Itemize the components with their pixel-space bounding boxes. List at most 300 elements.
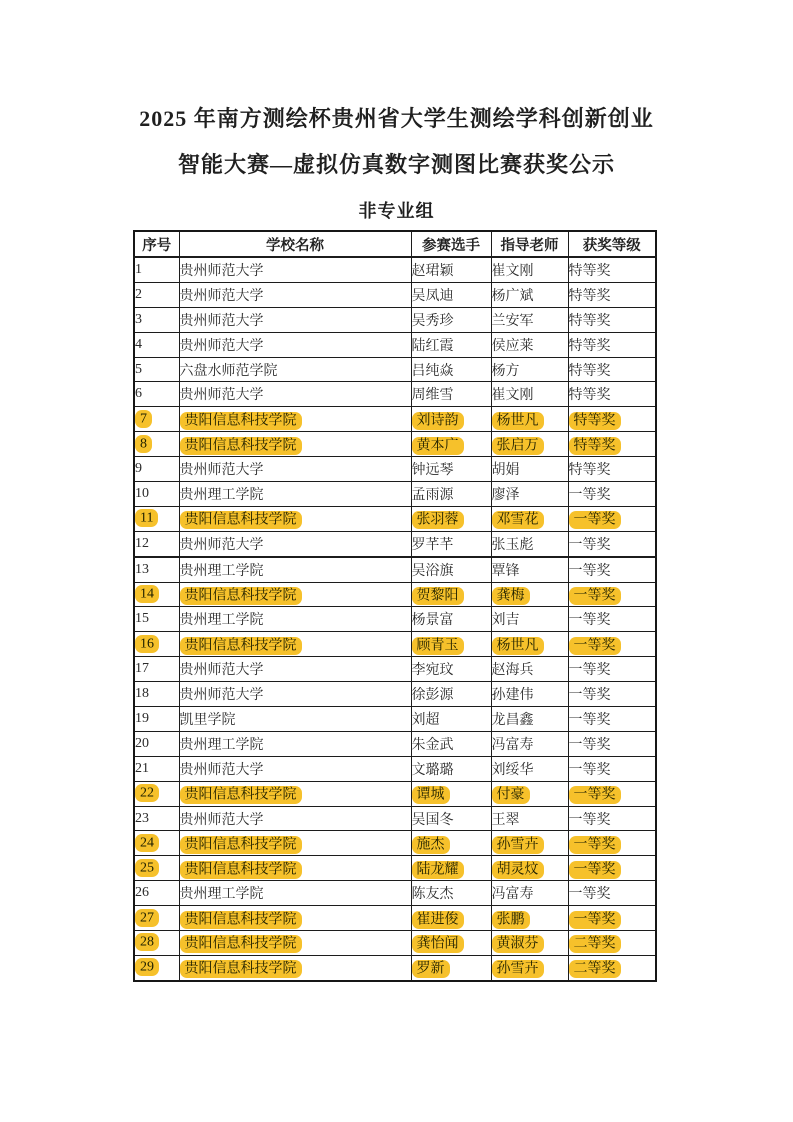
cell-no bbox=[134, 632, 179, 657]
cell-teacher bbox=[491, 257, 568, 282]
cell-teacher bbox=[491, 756, 568, 781]
teacher-text: 冯富寿 bbox=[491, 737, 534, 753]
teacher-text: 刘吉 bbox=[491, 613, 520, 629]
cell-contestant bbox=[411, 931, 491, 956]
cell-school bbox=[179, 282, 411, 307]
table-row bbox=[134, 657, 656, 682]
award-text-highlighted: 一等奖 bbox=[569, 637, 621, 655]
award-text: 一等奖 bbox=[568, 613, 611, 629]
cell-contestant bbox=[411, 881, 491, 906]
cell-award bbox=[568, 906, 656, 931]
contestant-text: 刘超 bbox=[411, 712, 440, 728]
cell-no bbox=[134, 432, 179, 457]
contestant-text-highlighted: 黄本广 bbox=[412, 437, 464, 455]
award-text-highlighted: 二等奖 bbox=[569, 960, 621, 978]
cell-school bbox=[179, 557, 411, 582]
school-text: 贵州理工学院 bbox=[179, 887, 264, 903]
no-text: 19 bbox=[135, 710, 149, 726]
table-row bbox=[134, 607, 656, 632]
no-text: 4 bbox=[135, 336, 142, 352]
award-text-highlighted: 一等奖 bbox=[569, 786, 621, 804]
cell-school bbox=[179, 955, 411, 980]
cell-no bbox=[134, 731, 179, 756]
no-text-highlighted: 24 bbox=[135, 834, 159, 852]
cell-no bbox=[134, 931, 179, 956]
cell-contestant bbox=[411, 382, 491, 407]
cell-school bbox=[179, 731, 411, 756]
school-text-highlighted: 贵阳信息科技学院 bbox=[180, 786, 302, 804]
no-text: 3 bbox=[135, 311, 142, 327]
award-text: 一等奖 bbox=[568, 887, 611, 903]
contestant-text-highlighted: 顾青玉 bbox=[412, 637, 464, 655]
table-row bbox=[134, 906, 656, 931]
cell-contestant bbox=[411, 282, 491, 307]
table-row bbox=[134, 881, 656, 906]
cell-award bbox=[568, 707, 656, 732]
cell-contestant bbox=[411, 357, 491, 382]
no-text: 12 bbox=[135, 535, 149, 551]
table-row bbox=[134, 682, 656, 707]
cell-teacher bbox=[491, 955, 568, 980]
cell-award bbox=[568, 856, 656, 881]
no-text-highlighted: 25 bbox=[135, 859, 159, 877]
cell-no bbox=[134, 657, 179, 682]
school-text: 贵州师范大学 bbox=[179, 463, 264, 479]
contestant-text-highlighted: 罗新 bbox=[412, 960, 450, 978]
award-text-highlighted: 特等奖 bbox=[569, 437, 621, 455]
contestant-text: 赵珺颖 bbox=[411, 263, 454, 279]
no-text: 18 bbox=[135, 686, 149, 702]
award-text: 特等奖 bbox=[568, 363, 611, 379]
teacher-text-highlighted: 黄淑芬 bbox=[492, 935, 544, 953]
cell-contestant bbox=[411, 257, 491, 282]
award-text-highlighted: 一等奖 bbox=[569, 861, 621, 879]
award-text: 一等奖 bbox=[568, 663, 611, 679]
cell-teacher bbox=[491, 682, 568, 707]
award-text: 一等奖 bbox=[568, 563, 611, 579]
cell-award bbox=[568, 632, 656, 657]
cell-school bbox=[179, 756, 411, 781]
cell-award bbox=[568, 457, 656, 482]
cell-award bbox=[568, 607, 656, 632]
school-text: 凯里学院 bbox=[179, 712, 236, 728]
cell-contestant bbox=[411, 856, 491, 881]
contestant-text: 杨景富 bbox=[411, 613, 454, 629]
contestant-text: 钟远琴 bbox=[411, 463, 454, 479]
table-row bbox=[134, 257, 656, 282]
table-row bbox=[134, 531, 656, 556]
cell-contestant bbox=[411, 407, 491, 432]
cell-teacher bbox=[491, 607, 568, 632]
cell-award bbox=[568, 357, 656, 382]
cell-award bbox=[568, 506, 656, 531]
contestant-text-highlighted: 谭城 bbox=[412, 786, 450, 804]
awards-table bbox=[133, 230, 657, 982]
contestant-text-highlighted: 张羽蓉 bbox=[412, 511, 464, 529]
cell-contestant bbox=[411, 582, 491, 607]
table-row bbox=[134, 432, 656, 457]
contestant-text: 朱金武 bbox=[411, 737, 454, 753]
cell-contestant bbox=[411, 607, 491, 632]
cell-no bbox=[134, 307, 179, 332]
cell-school bbox=[179, 531, 411, 556]
cell-teacher bbox=[491, 707, 568, 732]
cell-award bbox=[568, 931, 656, 956]
teacher-text: 覃锋 bbox=[491, 563, 520, 579]
cell-no bbox=[134, 531, 179, 556]
cell-no bbox=[134, 257, 179, 282]
school-text-highlighted: 贵阳信息科技学院 bbox=[180, 935, 302, 953]
header-cell-contestant: 参赛选手 bbox=[411, 231, 491, 257]
cell-teacher bbox=[491, 582, 568, 607]
teacher-text: 刘绥华 bbox=[491, 762, 534, 778]
cell-contestant bbox=[411, 731, 491, 756]
cell-no bbox=[134, 407, 179, 432]
award-text-highlighted: 一等奖 bbox=[569, 836, 621, 854]
school-text: 贵州师范大学 bbox=[179, 762, 264, 778]
cell-contestant bbox=[411, 682, 491, 707]
table-row bbox=[134, 781, 656, 806]
contestant-text: 吴国冬 bbox=[411, 812, 454, 828]
doc-title-line1: 2025 年南方测绘杯贵州省大学生测绘学科创新创业 bbox=[139, 106, 654, 131]
cell-teacher bbox=[491, 482, 568, 507]
contestant-text-highlighted: 陆龙耀 bbox=[412, 861, 464, 879]
contestant-text: 陆红霞 bbox=[411, 338, 454, 354]
teacher-text: 张玉彪 bbox=[491, 537, 534, 553]
no-text-highlighted: 27 bbox=[135, 909, 159, 927]
award-text: 一等奖 bbox=[568, 487, 611, 503]
contestant-text: 周维雪 bbox=[411, 388, 454, 404]
teacher-text: 王翠 bbox=[491, 812, 520, 828]
cell-school bbox=[179, 632, 411, 657]
cell-school bbox=[179, 806, 411, 831]
cell-no bbox=[134, 557, 179, 582]
award-text-highlighted: 一等奖 bbox=[569, 511, 621, 529]
cell-no bbox=[134, 781, 179, 806]
group-heading: 非专业组 bbox=[358, 201, 435, 221]
cell-award bbox=[568, 806, 656, 831]
cell-school bbox=[179, 831, 411, 856]
teacher-text-highlighted: 孙雪卉 bbox=[492, 960, 544, 978]
no-text: 20 bbox=[135, 735, 149, 751]
school-text-highlighted: 贵阳信息科技学院 bbox=[180, 412, 302, 430]
cell-contestant bbox=[411, 557, 491, 582]
cell-award bbox=[568, 881, 656, 906]
teacher-text-highlighted: 胡灵炆 bbox=[492, 861, 544, 879]
school-text-highlighted: 贵阳信息科技学院 bbox=[180, 861, 302, 879]
contestant-text-highlighted: 贺黎阳 bbox=[412, 587, 464, 605]
teacher-text-highlighted: 孙雪卉 bbox=[492, 836, 544, 854]
cell-teacher bbox=[491, 432, 568, 457]
cell-no bbox=[134, 506, 179, 531]
award-text: 特等奖 bbox=[568, 313, 611, 329]
cell-school bbox=[179, 432, 411, 457]
award-text: 一等奖 bbox=[568, 688, 611, 704]
cell-no bbox=[134, 582, 179, 607]
teacher-text: 崔文刚 bbox=[491, 263, 534, 279]
no-text-highlighted: 7 bbox=[135, 410, 152, 428]
school-text: 贵州师范大学 bbox=[179, 313, 264, 329]
teacher-text-highlighted: 杨世凡 bbox=[492, 637, 544, 655]
award-text: 特等奖 bbox=[568, 288, 611, 304]
school-text: 贵州师范大学 bbox=[179, 537, 264, 553]
contestant-text: 吴秀珍 bbox=[411, 313, 454, 329]
cell-teacher bbox=[491, 856, 568, 881]
header-cell-award: 获奖等级 bbox=[568, 231, 656, 257]
school-text: 贵州理工学院 bbox=[179, 737, 264, 753]
school-text-highlighted: 贵阳信息科技学院 bbox=[180, 836, 302, 854]
cell-award bbox=[568, 432, 656, 457]
cell-teacher bbox=[491, 557, 568, 582]
award-text-highlighted: 二等奖 bbox=[569, 935, 621, 953]
cell-award bbox=[568, 382, 656, 407]
no-text: 9 bbox=[135, 461, 142, 477]
cell-award bbox=[568, 682, 656, 707]
cell-no bbox=[134, 881, 179, 906]
contestant-text-highlighted: 龚怡闻 bbox=[412, 935, 464, 953]
school-text: 六盘水师范学院 bbox=[179, 363, 278, 379]
award-text: 特等奖 bbox=[568, 388, 611, 404]
cell-award bbox=[568, 257, 656, 282]
cell-teacher bbox=[491, 657, 568, 682]
award-text: 特等奖 bbox=[568, 263, 611, 279]
cell-no bbox=[134, 806, 179, 831]
cell-award bbox=[568, 332, 656, 357]
cell-school bbox=[179, 781, 411, 806]
contestant-text-highlighted: 施杰 bbox=[412, 836, 450, 854]
award-text-highlighted: 一等奖 bbox=[569, 911, 621, 929]
no-text: 17 bbox=[135, 661, 149, 677]
award-text-highlighted: 特等奖 bbox=[569, 412, 621, 430]
award-text: 特等奖 bbox=[568, 338, 611, 354]
award-text: 一等奖 bbox=[568, 762, 611, 778]
cell-teacher bbox=[491, 931, 568, 956]
cell-school bbox=[179, 881, 411, 906]
cell-teacher bbox=[491, 382, 568, 407]
cell-school bbox=[179, 856, 411, 881]
cell-school bbox=[179, 382, 411, 407]
contestant-text: 吕纯焱 bbox=[411, 363, 454, 379]
cell-contestant bbox=[411, 332, 491, 357]
table-row bbox=[134, 407, 656, 432]
cell-school bbox=[179, 906, 411, 931]
no-text-highlighted: 14 bbox=[135, 585, 159, 603]
cell-school bbox=[179, 582, 411, 607]
school-text-highlighted: 贵阳信息科技学院 bbox=[180, 587, 302, 605]
cell-teacher bbox=[491, 881, 568, 906]
cell-contestant bbox=[411, 506, 491, 531]
cell-school bbox=[179, 332, 411, 357]
contestant-text: 罗芊芊 bbox=[411, 537, 454, 553]
school-text-highlighted: 贵阳信息科技学院 bbox=[180, 637, 302, 655]
cell-contestant bbox=[411, 707, 491, 732]
cell-teacher bbox=[491, 831, 568, 856]
no-text-highlighted: 16 bbox=[135, 635, 159, 653]
cell-award bbox=[568, 731, 656, 756]
cell-teacher bbox=[491, 407, 568, 432]
cell-contestant bbox=[411, 756, 491, 781]
school-text: 贵州师范大学 bbox=[179, 688, 264, 704]
cell-teacher bbox=[491, 806, 568, 831]
school-text-highlighted: 贵阳信息科技学院 bbox=[180, 511, 302, 529]
cell-school bbox=[179, 407, 411, 432]
teacher-text: 杨方 bbox=[491, 363, 520, 379]
cell-no bbox=[134, 482, 179, 507]
no-text: 10 bbox=[135, 485, 149, 501]
cell-no bbox=[134, 332, 179, 357]
school-text: 贵州师范大学 bbox=[179, 663, 264, 679]
cell-award bbox=[568, 582, 656, 607]
cell-school bbox=[179, 307, 411, 332]
contestant-text: 孟雨源 bbox=[411, 487, 454, 503]
award-text: 一等奖 bbox=[568, 712, 611, 728]
teacher-text-highlighted: 张启万 bbox=[492, 437, 544, 455]
teacher-text-highlighted: 付豪 bbox=[492, 786, 530, 804]
no-text: 5 bbox=[135, 361, 142, 377]
cell-contestant bbox=[411, 906, 491, 931]
table-row bbox=[134, 382, 656, 407]
no-text: 23 bbox=[135, 810, 149, 826]
cell-school bbox=[179, 931, 411, 956]
no-text-highlighted: 11 bbox=[135, 509, 158, 527]
table-row bbox=[134, 506, 656, 531]
teacher-text: 胡娟 bbox=[491, 463, 520, 479]
table-row bbox=[134, 756, 656, 781]
table-row bbox=[134, 806, 656, 831]
school-text: 贵州师范大学 bbox=[179, 338, 264, 354]
table-row bbox=[134, 632, 656, 657]
cell-teacher bbox=[491, 307, 568, 332]
teacher-text-highlighted: 龚梅 bbox=[492, 587, 530, 605]
contestant-text-highlighted: 崔进俊 bbox=[412, 911, 464, 929]
cell-no bbox=[134, 607, 179, 632]
table-row bbox=[134, 332, 656, 357]
header-row bbox=[134, 231, 656, 257]
cell-no bbox=[134, 357, 179, 382]
cell-contestant bbox=[411, 806, 491, 831]
cell-school bbox=[179, 482, 411, 507]
contestant-text: 吴浴旗 bbox=[411, 563, 454, 579]
cell-contestant bbox=[411, 657, 491, 682]
cell-no bbox=[134, 382, 179, 407]
award-text-highlighted: 一等奖 bbox=[569, 587, 621, 605]
cell-no bbox=[134, 756, 179, 781]
header-cell-school: 学校名称 bbox=[179, 231, 411, 257]
cell-teacher bbox=[491, 781, 568, 806]
awards-table-body bbox=[134, 257, 656, 981]
cell-contestant bbox=[411, 482, 491, 507]
cell-award bbox=[568, 307, 656, 332]
no-text: 21 bbox=[135, 760, 149, 776]
no-text-highlighted: 8 bbox=[135, 435, 152, 453]
cell-teacher bbox=[491, 332, 568, 357]
cell-no bbox=[134, 955, 179, 980]
cell-award bbox=[568, 531, 656, 556]
cell-teacher bbox=[491, 632, 568, 657]
no-text: 13 bbox=[135, 561, 149, 577]
header-cell-no: 序号 bbox=[134, 231, 179, 257]
cell-award bbox=[568, 407, 656, 432]
contestant-text: 陈友杰 bbox=[411, 887, 454, 903]
table-row bbox=[134, 557, 656, 582]
cell-teacher bbox=[491, 457, 568, 482]
cell-school bbox=[179, 506, 411, 531]
cell-contestant bbox=[411, 457, 491, 482]
school-text: 贵州理工学院 bbox=[179, 487, 264, 503]
award-text: 一等奖 bbox=[568, 537, 611, 553]
teacher-text: 兰安军 bbox=[491, 313, 534, 329]
no-text: 6 bbox=[135, 386, 142, 402]
cell-school bbox=[179, 707, 411, 732]
contestant-text: 徐彭源 bbox=[411, 688, 454, 704]
awards-table-header bbox=[134, 231, 656, 257]
teacher-text-highlighted: 张鹏 bbox=[492, 911, 530, 929]
award-text: 一等奖 bbox=[568, 812, 611, 828]
cell-award bbox=[568, 657, 656, 682]
no-text-highlighted: 28 bbox=[135, 933, 159, 951]
cell-teacher bbox=[491, 531, 568, 556]
cell-teacher bbox=[491, 282, 568, 307]
teacher-text: 孙建伟 bbox=[491, 688, 534, 704]
contestant-text: 文璐璐 bbox=[411, 762, 454, 778]
table-row bbox=[134, 457, 656, 482]
school-text: 贵州师范大学 bbox=[179, 263, 264, 279]
cell-award bbox=[568, 955, 656, 980]
cell-contestant bbox=[411, 632, 491, 657]
teacher-text: 杨广斌 bbox=[491, 288, 534, 304]
teacher-text-highlighted: 杨世凡 bbox=[492, 412, 544, 430]
table-row bbox=[134, 282, 656, 307]
table-row bbox=[134, 582, 656, 607]
teacher-text: 冯富寿 bbox=[491, 887, 534, 903]
cell-contestant bbox=[411, 307, 491, 332]
cell-contestant bbox=[411, 955, 491, 980]
table-row bbox=[134, 357, 656, 382]
doc-title bbox=[0, 0, 793, 180]
cell-teacher bbox=[491, 357, 568, 382]
cell-school bbox=[179, 357, 411, 382]
table-row bbox=[134, 955, 656, 980]
cell-award bbox=[568, 781, 656, 806]
teacher-text: 侯应莱 bbox=[491, 338, 534, 354]
cell-teacher bbox=[491, 906, 568, 931]
school-text: 贵州理工学院 bbox=[179, 563, 264, 579]
cell-school bbox=[179, 607, 411, 632]
cell-no bbox=[134, 707, 179, 732]
cell-teacher bbox=[491, 506, 568, 531]
table-row bbox=[134, 707, 656, 732]
table-row bbox=[134, 307, 656, 332]
cell-no bbox=[134, 682, 179, 707]
award-text: 一等奖 bbox=[568, 737, 611, 753]
contestant-text: 吴凤迪 bbox=[411, 288, 454, 304]
cell-award bbox=[568, 557, 656, 582]
teacher-text: 赵海兵 bbox=[491, 663, 534, 679]
contestant-text: 李宛玟 bbox=[411, 663, 454, 679]
cell-award bbox=[568, 282, 656, 307]
cell-school bbox=[179, 457, 411, 482]
cell-award bbox=[568, 831, 656, 856]
school-text: 贵州师范大学 bbox=[179, 288, 264, 304]
cell-award bbox=[568, 756, 656, 781]
teacher-text: 崔文刚 bbox=[491, 388, 534, 404]
cell-school bbox=[179, 257, 411, 282]
cell-no bbox=[134, 282, 179, 307]
cell-contestant bbox=[411, 831, 491, 856]
cell-contestant bbox=[411, 432, 491, 457]
cell-no bbox=[134, 831, 179, 856]
table-row bbox=[134, 731, 656, 756]
